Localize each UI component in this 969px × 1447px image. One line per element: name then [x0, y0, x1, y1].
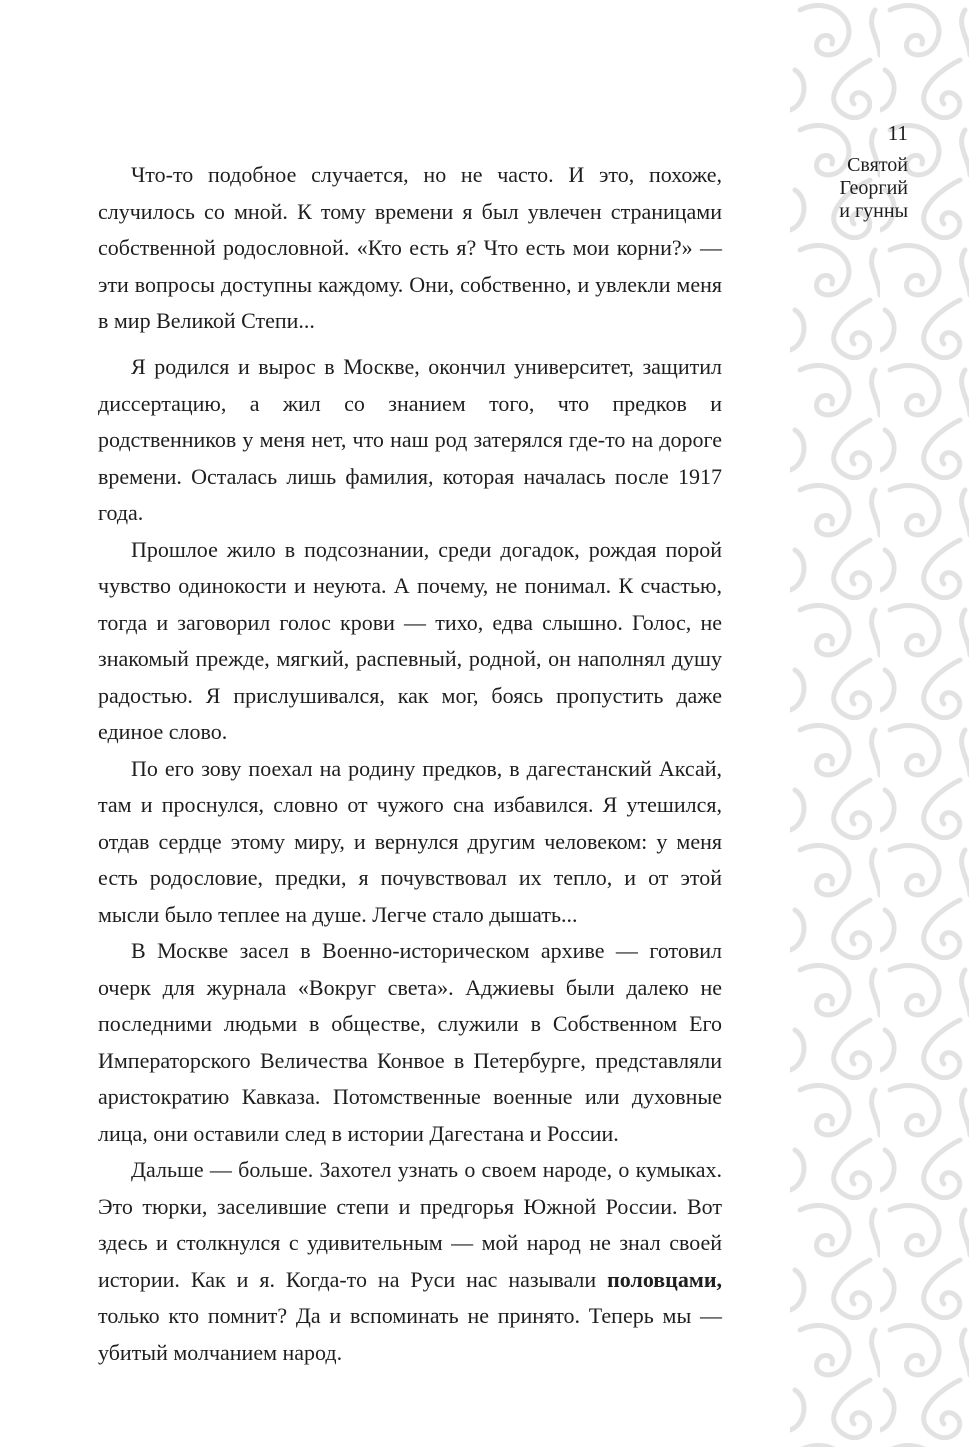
- paragraph-last: [98, 1152, 722, 1371]
- paragraph: В Москве засел в Военно-историческом архиве — готовил очерк для журнала «Вокруг света». Аджиевы были далеко не последними людьми в обществе, служили в Собственном Его Императорского Величества Конвое в Петербурге, представляли аристократию Кавказа. Потомственные военные или духовные лица, они оставили след в истории Дагестана и России.: [98, 938, 722, 1146]
- text-block-intro: [98, 157, 722, 340]
- paragraph: Что-то подобное случается, но не часто. И это, похоже, случилось со мной. К тому времени я был увлечен страницами собственной родословной. «Кто есть я? Что есть мои корни?» — эти вопросы доступны каждому. Они, собственно, и увлекли меня в мир Великой Степи...: [98, 162, 722, 333]
- running-title-line: Георгий: [839, 177, 908, 199]
- text-block-main: [98, 349, 722, 1371]
- bold-term: половцами,: [607, 1266, 722, 1292]
- paragraph: Прошлое жило в подсознании, среди догадок, рождая порой чувство одинокости и неуюта. А почему, не понимал. К счастью, тогда и заговорил голос крови — тихо, едва слышно. Голос, не знакомый прежде, мягкий, распевный, родной, он наполнял душу радостью. Я прислушивался, как мог, боясь пропустить даже единое слово.: [98, 536, 722, 744]
- running-title-line: и гунны: [839, 200, 908, 222]
- running-title: [780, 154, 908, 223]
- side-header: [780, 120, 908, 223]
- text-span: Дальше — больше. Захотел узнать о своем народе, о кумыках. Это тюрки, заселившие степи и предгорья Южной России. Вот здесь и столкнулся с удивительным — мой народ не знал своей истории. Как и я. Когда-то на Руси нас называли: [98, 1157, 722, 1292]
- paragraph: Я родился и вырос в Москве, окончил университет, защитил диссертацию, а жил со знанием того, что предков и родственников у меня нет, что наш род затерялся где-то на дороге времени. Осталась лишь фамилия, которая началась после 1917 года.: [98, 354, 722, 525]
- running-title-line: Святой: [847, 154, 908, 176]
- text-span: только кто помнит? Да и вспоминать не принято. Теперь мы — убитый молчанием народ.: [98, 1303, 722, 1365]
- page-number: 11: [887, 121, 908, 145]
- paragraph: По его зову поехал на родину предков, в дагестанский Аксай, там и проснулся, словно от чужого сна избавился. Я утешился, отдав сердце этому миру, и вернулся другим человеком: у меня есть родословие, предки, я почувствовал их тепло, и от этой мысли было теплее на душе. Легче стало дышать...: [98, 755, 722, 927]
